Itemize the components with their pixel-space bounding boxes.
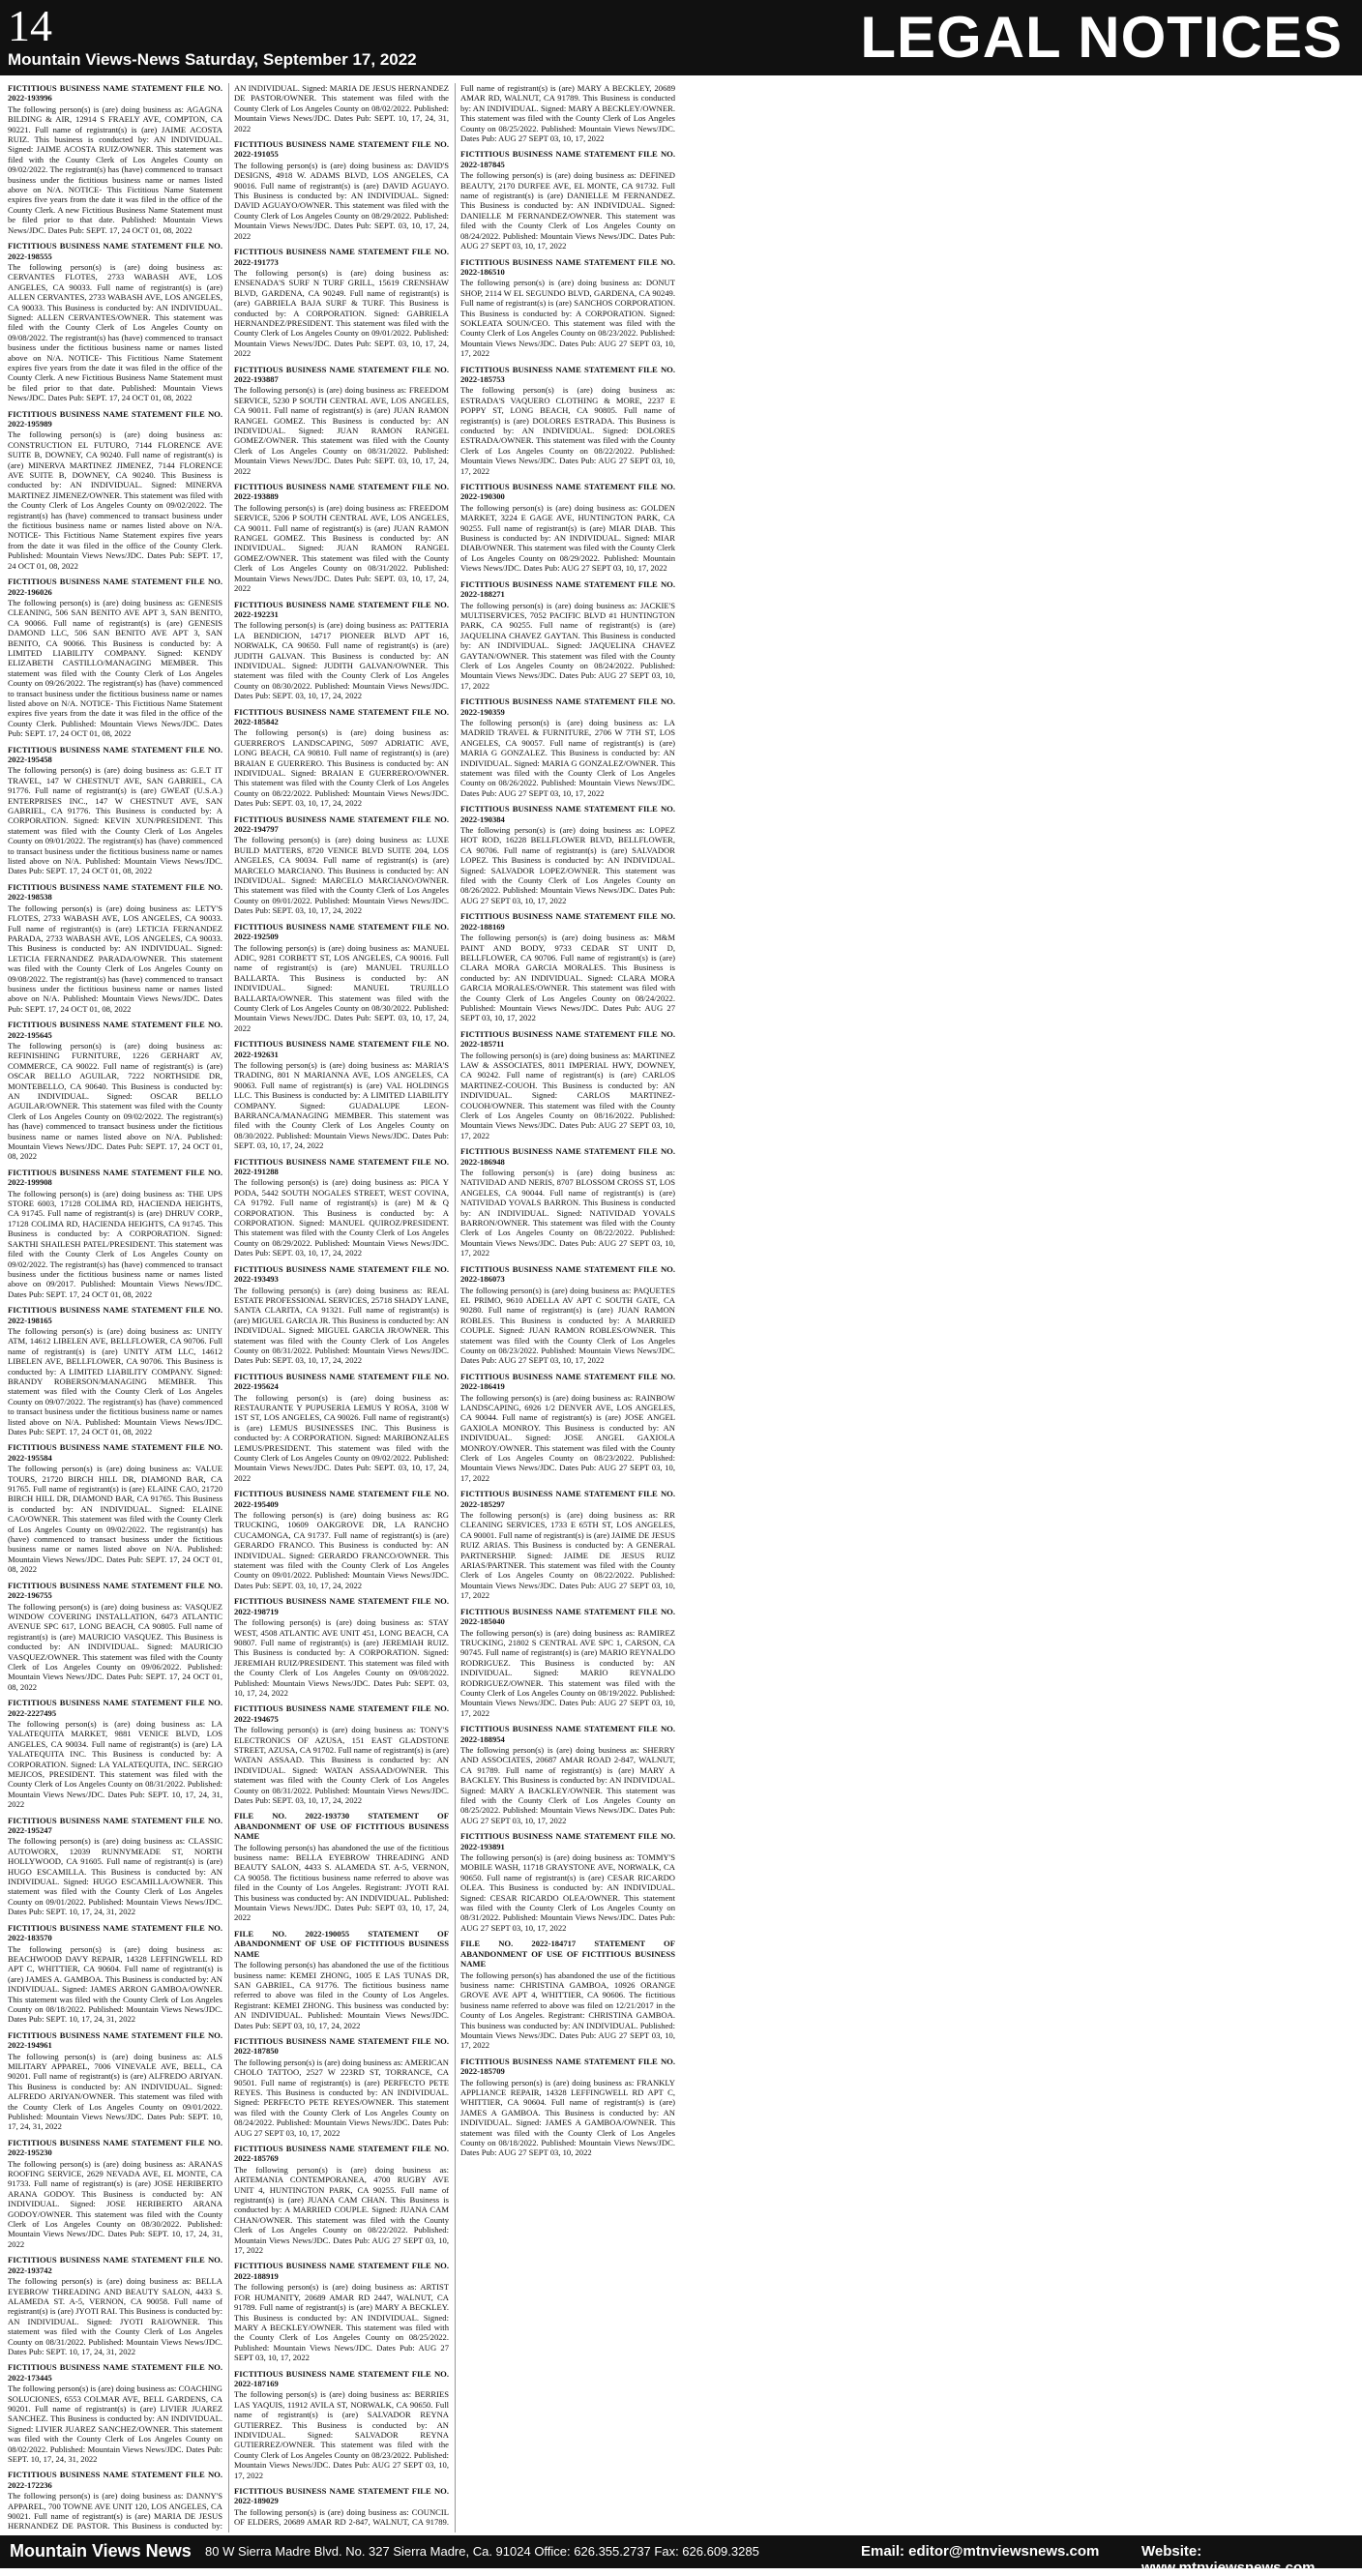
notice-title: FICTITIOUS BUSINESS NAME STATEMENT FILE NO. 2022-198165: [8, 1305, 222, 1325]
notice-title: FICTITIOUS BUSINESS NAME STATEMENT FILE NO. 2022-194797: [234, 814, 449, 835]
notice-body: The following person(s) is (are) doing business as: UNITY ATM, 14612 LIBELEN AVE, BELLFLOWER, CA 90706. Full name of registrant(s) is (are) UNITY ATM LLC, 14612 LIBELEN AVE, BELLFLOWER, CA 90706. This Business is conducted by: A LIMITED LIABILITY COMPANY. Signed: BRANDY ROBERSON/MANAGING MEMBER. This statement was filed with the County Clerk of Los Angeles County on 09/07/2022. The registrant(s) has (have) commenced to transact business under the fictitious business name or names listed above on N/A. Published: Mountain Views News/JDC. Dates Pub: SEPT. 17, 24 OCT 01, 08, 2022: [8, 1325, 222, 1436]
notice-title: FICTITIOUS BUSINESS NAME STATEMENT FILE NO. 2022-183570: [8, 1922, 222, 1943]
notice-title: FICTITIOUS BUSINESS NAME STATEMENT FILE NO. 2022-190384: [460, 804, 675, 824]
notice-body: The following person(s) is (are) doing business as: ARTEMANIA CONTEMPORANEA, 4700 RUGBY AVE UNIT 4, HUNTINGTON PARK, CA 90255. Full name of registrant(s) is (are) JUANA CAM CHAN. This Business is conducted by: A MARRIED COUPLE. Signed: JUANA CAM CHAN/OWNER. This statement was filed with the County Clerk of Los Angeles County on 08/22/2022. Published: Mountain Views News/JDC. Dates Pub: AUG 27 SEPT 03, 10, 17, 2022: [234, 2164, 449, 2256]
legal-notice: [234, 2036, 449, 2138]
notice-body: The following person(s) has abandoned the use of the fictitious business name: CHRISTINA GAMBOA, 10926 ORANGE GROVE AVE APT 4, WHITTIER, CA 90606. The fictitious business name referred to above was filed on 12/21/2017 in the County of Los Angeles. Registrant: CHRISTINA GAMBOA. This business was conducted by: AN INDIVIDUAL. Published: Mountain Views News/JDC. Dates Pub: AUG 27 SEPT 03, 10, 17, 2022: [460, 1969, 675, 2051]
legal-notice: [234, 600, 449, 701]
notice-title: FICTITIOUS BUSINESS NAME STATEMENT FILE NO. 2022-192509: [234, 921, 449, 942]
notice-body: The following person(s) is (are) doing business as: PICA Y PODA, 5442 SOUTH NOGALES STREET, WEST COVINA, CA 91792. Full name of registrant(s) is (are) M & Q CORPORATION. This Business is conducted by: A CORPORATION. Signed: MANUEL QUIROZ/PRESIDENT. This statement was filed with the County Clerk of Los Angeles County on 08/29/2022. Published: Mountain Views News/JDC. Dates Pub: SEPT. 03, 10, 17, 24, 2022: [234, 1177, 449, 1258]
legal-notice: [234, 2261, 449, 2362]
legal-notice: [234, 1489, 449, 1590]
notice-title: FILE NO. 2022-193730 STATEMENT OF ABANDONMENT OF USE OF FICTITIOUS BUSINESS NAME: [234, 1811, 449, 1842]
legal-notice: [234, 247, 449, 358]
notice-title: FICTITIOUS BUSINESS NAME STATEMENT FILE NO. 2022-193493: [234, 1263, 449, 1285]
notice-body: The following person(s) is (are) doing business as: LETY'S FLOTES, 2733 WABASH AVE, LOS ANGELES, CA 90033. Full name of registrant(s) is (are) LETICIA FERNANDEZ PARADA, 2733 WABASH AVE, LOS ANGELES, CA 90033. This Business is conducted by: AN INDIVIDUAL. Signed: LETICIA FERNANDEZ PARADA/OWNER. This statement was filed with the County Clerk of Los Angeles County on 09/08/2022. The registrant(s) has (have) commenced to transact business under the fictitious business name or names listed above on N/A. Published: Mountain Views News/JDC. Dates Pub: SEPT. 17, 24 OCT 01, 08, 2022: [8, 903, 222, 1014]
legal-notice: [234, 707, 449, 809]
legal-notice: [460, 1264, 675, 1366]
notice-body: The following person(s) is (are) doing business as: SHERRY AND ASSOCIATES, 20687 AMAR ROAD 2-847, WALNUT, CA 91789. Full name of registrant(s) is (are) MARY A BACKLEY. This Business is conducted by: AN INDIVIDUAL. Signed: MARY A BACKLEY/OWNER. This statement was filed with the County Clerk of Los Angeles County on 08/25/2022. Published: Mountain Views News/JDC. Dates Pub: AUG 27 SEPT 03, 10, 17, 2022: [460, 1744, 675, 1825]
notice-body: The following person(s) is (are) doing business as: DAVID'S DESIGNS, 4918 W. ADAMS BLVD, LOS ANGELES, CA 90016. Full name of registrant(s) is (are) DAVID AGUAYO. This Business is conducted by: AN INDIVIDUAL. Signed: DAVID AGUAYO/OWNER. This statement was filed with the County Clerk of Los Angeles County on 08/29/2022. Published: Mountain Views News/JDC. Dates Pub: SEPT. 03, 10, 17, 24, 2022: [234, 160, 449, 241]
notice-body: The following person(s) is (are) doing business as: NATIVIDAD AND NERIS, 8707 BLOSSOM CROSS ST, LOS ANGELES, CA 90044. Full name of registrant(s) is (are) NATIVIDAD YOVALS BARRON. This Business is conducted by: AN INDIVIDUAL. Signed: NATIVIDAD YOVALS BARRON/OWNER. This statement was filed with the County Clerk of Los Angeles County on 08/22/2022. Published: Mountain Views News/JDC. Dates Pub: AUG 27 SEPT 03, 10, 17, 2022: [460, 1168, 675, 1258]
legal-notice: [8, 241, 222, 403]
notice-title: FICTITIOUS BUSINESS NAME STATEMENT FILE NO. 2022-172236: [8, 2470, 222, 2490]
legal-notice: [8, 1168, 222, 1299]
notice-title: FICTITIOUS BUSINESS NAME STATEMENT FILE NO. 2022-193889: [234, 482, 449, 502]
legal-notice: [234, 1372, 449, 1483]
notice-title: FICTITIOUS BUSINESS NAME STATEMENT FILE NO. 2022-185769: [234, 2144, 449, 2164]
legal-notice: [234, 1811, 449, 1922]
notice-title: FICTITIOUS BUSINESS NAME STATEMENT FILE NO. 2022-198719: [234, 1596, 449, 1616]
notice-body: The following person(s) is (are) doing business as: ARANAS ROOFING SERVICE, 2629 NEVADA AVE, EL MONTE, CA 91733. Full name of registrant(s) is (are) JOSE HERIBERTO ARANA GODOY. This Business is conducted by: AN INDIVIDUAL. Signed: JOSE HERIBERTO ARANA GODOY/OWNER. This statement was filed with the County Clerk of Los Angeles County on 08/30/2022. Published: Mountain Views News/JDC. Dates Pub: SEPT. 10, 17, 24, 31, 2022: [8, 2158, 222, 2249]
notice-title: FICTITIOUS BUSINESS NAME STATEMENT FILE NO. 2022-198555: [8, 241, 222, 261]
legal-notice: [8, 1581, 222, 1692]
notice-body: The following person(s) is (are) doing business as: DONUT SHOP, 2114 W EL SEGUNDO BLVD, GARDENA, CA 90249. Full name of registrant(s) is (are) SANCHOS CORPORATION. This Business is conducted by: A CORPORATION. Signed: SOKLEATA SOUN/CEO. This statement was filed with the County Clerk of Los Angeles County on 08/23/2022. Published: Mountain Views News/JDC. Dates Pub: AUG 27 SEPT 03, 10, 17, 2022: [460, 278, 675, 359]
notice-body: The following person(s) is (are) doing business as: TONY'S ELECTRONICS OF AZUSA, 151 EAST GLADSTONE STREET, AZUSA, CA 91702. Full name of registrant(s) is (are) WATAN ASSAAD. This Business is conducted by: AN INDIVIDUAL. Signed: WATAN ASSAAD/OWNER. This statement was filed with the County Clerk of Los Angeles County on 08/31/2022. Published: Mountain Views News/JDC. Dates Pub: SEPT. 03, 10, 17, 24, 2022: [234, 1725, 449, 1805]
notice-title: FICTITIOUS BUSINESS NAME STATEMENT FILE NO. 2022-185297: [460, 1489, 675, 1509]
legal-notice: [8, 1698, 222, 1809]
notice-title: FICTITIOUS BUSINESS NAME STATEMENT FILE NO. 2022-195458: [8, 744, 222, 764]
notice-title: FICTITIOUS BUSINESS NAME STATEMENT FILE NO. 2022-194961: [8, 2029, 222, 2051]
notice-body: The following person(s) is (are) doing business as: DANNY'S APPAREL, 700 TOWNE AVE UNIT 120, LOS ANGELES, CA 90021. Full name of registrant(s) is (are) MARIA DE JESUS HERNANDEZ DE PASTOR. This Business is conducted by: AN INDIVIDUAL. Signed: MARIA DE JESUS HERNANDEZ DE PASTOR/OWNER. This statement was filed with the County Clerk of Los Angeles County on 08/02/2022. Published: Mountain Views News/JDC. Dates Pub: SEPT. 10, 17, 24, 31, 2022: [8, 83, 449, 2532]
notice-title: FICTITIOUS BUSINESS NAME STATEMENT FILE NO. 2022-186419: [460, 1371, 675, 1392]
legal-notice: [460, 1724, 675, 1825]
notice-body: The following person(s) is (are) doing business as: LOPEZ HOT ROD, 16228 BELLFLOWER BLVD, BELLFLOWER, CA 90706. Full name of registrant(s) is (are) SALVADOR LOPEZ. This Business is conducted by: AN INDIVIDUAL. Signed: SALVADOR LOPEZ/OWNER. This statement was filed with the County Clerk of Los Angeles County on 08/26/2022. Published: Mountain Views News/JDC. Dates Pub: AUG 27 SEPT 03, 10, 17, 2022: [460, 825, 675, 905]
notice-body: The following person(s) is (are) doing business as: RESTAURANTE Y PUPUSERIA LEMUS Y ROSA, 3108 W 1ST ST, LOS ANGELES, CA 90026. Full name of registrant(s) is (are) LEMUS BUSINESSES INC. This Business is conducted by: A CORPORATION. Signed: MARIBONZALES LEMUS/PRESIDENT. This statement was filed with the County Clerk of Los Angeles County on 09/02/2022. Published: Mountain Views News/JDC. Dates Pub: SEPT. 03, 10, 17, 24, 2022: [234, 1392, 449, 1483]
notice-title: FICTITIOUS BUSINESS NAME STATEMENT FILE NO. 2022-185753: [460, 364, 675, 384]
legal-notice: [8, 2138, 222, 2249]
notice-title: FICTITIOUS BUSINESS NAME STATEMENT FILE NO. 2022-185711: [460, 1028, 675, 1050]
notice-body: The following person(s) is (are) doing business as: COACHING SOLUCIONES, 6553 COLMAR AVE, BELL GARDENS, CA 90201. Full name of registrant(s) is (are) LIVIER JUAREZ SANCHEZ. This Business is conducted by: AN INDIVIDUAL. Signed: LIVIER JUAREZ SANCHEZ/OWNER. This statement was filed with the County Clerk of Los Angeles County on 08/02/2022. Published: Mountain Views News/JDC. Dates Pub: SEPT. 10, 17, 24, 31, 2022: [8, 2384, 222, 2464]
legal-notice: [460, 1146, 675, 1258]
legal-notice: [8, 1305, 222, 1436]
legal-notice: [234, 1596, 449, 1698]
legal-notice: [460, 2057, 675, 2158]
page-footer: [0, 2535, 1362, 2576]
notice-title: FICTITIOUS BUSINESS NAME STATEMENT FILE NO. 2022-196026: [8, 577, 222, 597]
notice-title: FICTITIOUS BUSINESS NAME STATEMENT FILE NO. 2022-193887: [234, 364, 449, 384]
legal-notice: [460, 1607, 675, 1718]
notice-title: FICTITIOUS BUSINESS NAME STATEMENT FILE NO. 2022-191288: [234, 1156, 449, 1177]
notice-title: FICTITIOUS BUSINESS NAME STATEMENT FILE NO. 2022-195989: [8, 408, 222, 429]
notice-title: FICTITIOUS BUSINESS NAME STATEMENT FILE NO. 2022-195624: [234, 1371, 449, 1392]
legal-notice: [234, 2369, 449, 2480]
notice-title: FICTITIOUS BUSINESS NAME STATEMENT FILE NO. 2022-191773: [234, 247, 449, 267]
notice-title: FICTITIOUS BUSINESS NAME STATEMENT FILE NO. 2022-185040: [460, 1606, 675, 1627]
notice-body: The following person(s) is (are) doing business as: PATTERIA LA BENDICION, 14717 PIONEER BLVD APT 16, NORWALK, CA 90650. Full name of registrant(s) is (are) JUDITH GALVAN. This Business is conducted by: AN INDIVIDUAL. Signed: JUDITH GALVAN/OWNER. This statement was filed with the County Clerk of Los Angeles County on 08/30/2022. Published: Mountain Views News/JDC. Dates Pub: SEPT. 03, 10, 17, 24, 2022: [234, 620, 449, 701]
notice-body: The following person(s) is (are) doing business as: ARTIST FOR HUMANITY, 20689 AMAR RD 2447, WALNUT, CA 91789. Full name of registrant(s) is (are) MARY A BECKLEY. This Business is conducted by: AN INDIVIDUAL. Signed: MARY A BECKLEY/OWNER. This statement was filed with the County Clerk of Los Angeles County on 08/25/2022. Published: Mountain Views News/JDC. Dates Pub: AUG 27 SEPT 03, 10, 17, 2022: [234, 2282, 449, 2363]
legal-notice: [460, 365, 675, 476]
notice-title: FICTITIOUS BUSINESS NAME STATEMENT FILE NO. 2022-186948: [460, 1146, 675, 1167]
notice-title: FICTITIOUS BUSINESS NAME STATEMENT FILE NO. 2022-193996: [8, 83, 222, 104]
notice-body: The following person(s) is (are) doing business as: GENESIS CLEANING, 506 SAN BENITO AVE APT 3, SAN BENITO, CA 90066. Full name of registrant(s) is (are) GENESIS DAMOND LLC, 506 SAN BENITO AVE APT 3, SAN BENITO, CA 90066. This Business is conducted by: A LIMITED LIABILITY COMPANY. Signed: KENDY ELIZABETH CASTILLO/MANAGING MEMBER. This statement was filed with the County Clerk of Los Angeles County on 09/26/2022. The registrant(s) has (have) commenced to transact business under the fictitious business name or names listed above on N/A. NOTICE- This Fictitious Name Statement expires five years from the date it was filed in the office of the County Clerk. Published: Mountain Views News/JDC. Dates Pub: SEPT. 17, 24 OCT 01, 08, 2022: [8, 597, 222, 739]
notice-body: The following person(s) is (are) doing business as: JACKIE'S MULTISERVICES, 7052 PACIFIC BLVD #1 HUNTINGTON PARK, CA 90255. Full name of registrant(s) is (are) JAQUELINA CHAVEZ GAYTAN. This Business is conducted by: AN INDIVIDUAL. Signed: JAQUELINA CHAVEZ GAYTAN/OWNER. This statement was filed with the County Clerk of Los Angeles County on 08/24/2022. Published: Mountain Views News/JDC. Dates Pub: AUG 27 SEPT 03, 10, 17, 2022: [460, 600, 675, 691]
notice-body: The following person(s) is (are) doing business as: ESTRADA'S VAQUERO CLOTHING & MORE, 2237 E POPPY ST, LONG BEACH, CA 90805. Full name of registrant(s) is (are) DOLORES ESTRADA. This Business is conducted by: AN INDIVIDUAL. Signed: DOLORES ESTRADA/OWNER. This statement was filed with the County Clerk of Los Angeles County on 08/22/2022. Published: Mountain Views News/JDC. Dates Pub: AUG 27 SEPT 03, 10, 17, 2022: [460, 385, 675, 476]
notice-body: The following person(s) is (are) doing business as: BEACHWOOD DAVY REPAIR, 14328 LEFFINGWELL RD APT C, WHITTIER, CA 90604. Full name of registrant(s) is (are) JAMES A. GAMBOA. This Business is conducted by: AN INDIVIDUAL. Signed: JAMES ARRON GAMBOA/OWNER. This statement was filed with the County Clerk of Los Angeles County on 08/18/2022. Published: Mountain Views News/JDC. Dates Pub: SEPT. 10, 17, 24, 31, 2022: [8, 1943, 222, 2025]
legal-notice: [460, 804, 675, 905]
notice-body: The following person(s) is (are) doing business as: TOMMY'S MOBILE WASH, 11718 GRAYSTONE AVE, NORWALK, CA 90650. Full name of registrant(s) is (are) CESAR RICARDO OLEA. This Business is conducted by: AN INDIVIDUAL. Signed: CESAR RICARDO OLEA/OWNER. This statement was filed with the County Clerk of Los Angeles County on 08/31/2022. Published: Mountain Views News/JDC. Dates Pub: AUG 27 SEPT 03, 10, 17, 2022: [460, 1852, 675, 1933]
legal-notice: [460, 1489, 675, 1600]
notice-body: The following person(s) is (are) doing business as: CLASSIC AUTOWORX, 12039 RUNNYMEADE ST, NORTH HOLLYWOOD, CA 91605. Full name of registrant(s) is (are) HUGO ESCAMILLA. This Business is conducted by: AN INDIVIDUAL. Signed: HUGO ESCAMILLA/OWNER. This statement was filed with the County Clerk of Los Angeles County on 09/01/2022. Published: Mountain Views News/JDC. Dates Pub: SEPT. 10, 17, 24, 31, 2022: [8, 1836, 222, 1917]
notice-body: The following person(s) is (are) doing business as: FREEDOM SERVICE, 5206 P SOUTH CENTRAL AVE, LOS ANGELES, CA 90011. Full name of registrant(s) is (are) JUAN RAMON RANGEL GOMEZ. This Business is conducted by: AN INDIVIDUAL. Signed: JUAN RAMON RANGEL GOMEZ/OWNER. This statement was filed with the County Clerk of Los Angeles County on 08/31/2022. Published: Mountain Views News/JDC. Dates Pub: SEPT. 03, 10, 17, 24, 2022: [234, 502, 449, 594]
notice-title: FICTITIOUS BUSINESS NAME STATEMENT FILE NO. 2022-193891: [460, 1831, 675, 1851]
legal-notice: [234, 1157, 449, 1258]
notice-title: FICTITIOUS BUSINESS NAME STATEMENT FILE NO. 2022-195230: [8, 2137, 222, 2158]
notice-title: FICTITIOUS BUSINESS NAME STATEMENT FILE NO. 2022-199908: [8, 1167, 222, 1188]
legal-notice: [8, 882, 222, 1014]
notice-body: The following person(s) is (are) doing business as: PAQUETES EL PRIMO, 9610 ADELLA AV APT C SOUTH GATE, CA 90280. Full name of registrant(s) is (are) JUAN RAMON ROBLES. This Business is conducted by: A MARRIED COUPLE. Signed: JUAN RAMON ROBLES/OWNER. This statement was filed with the County Clerk of Los Angeles County on 08/23/2022. Published: Mountain Views News/JDC. Dates Pub: AUG 27 SEPT 03, 10, 17, 2022: [460, 1285, 675, 1366]
notice-body: The following person(s) has abandoned the use of the fictitious business name: KEMEI ZHONG, 1005 E LAS TUNAS DR, SAN GABRIEL, CA 91776. The fictitious business name referred to above was filed in the County of Los Angeles. Registrant: KEMEI ZHONG. This business was conducted by: AN INDIVIDUAL. Published: Mountain Views News/JDC. Dates Pub: SEPT 03, 10, 17, 24, 2022: [234, 1960, 449, 2030]
legal-notice: [8, 1020, 222, 1162]
notice-body: The following person(s) is (are) doing business as: LA MADRID TRAVEL & FURNITURE, 2706 W 7TH ST, LOS ANGELES, CA 90057. Full name of registrant(s) is (are) MARIA G GONZALEZ. This Business is conducted by: AN INDIVIDUAL. Signed: MARIA G GONZALEZ/OWNER. This statement was filed with the County Clerk of Los Angeles County on 08/26/2022. Published: Mountain Views News/JDC. Dates Pub: AUG 27 SEPT 03, 10, 17, 2022: [460, 717, 675, 798]
legal-notice: [460, 482, 675, 574]
legal-notice: [460, 911, 675, 1022]
legal-notice: [8, 1923, 222, 2025]
notice-title: FICTITIOUS BUSINESS NAME STATEMENT FILE NO. 2022-2227495: [8, 1698, 222, 1718]
legal-notice: [8, 1816, 222, 1917]
legal-notice: [234, 139, 449, 241]
legal-notice: [234, 1039, 449, 1150]
legal-notice: [8, 2255, 222, 2356]
notice-body: The following person(s) is (are) doing business as: AGAGNA BILDING & AIR, 12914 S FRAELY AVE, COMPTON, CA 90221. Full name of registrant(s) is (are) JAIME ACOSTA RUIZ. This business is conducted by: AN INDIVIDUAL. Signed: JAIME ACOSTA RUIZ/OWNER. This statement was filed with the County Clerk of Los Angeles County on 09/02/2022. The registrant(s) has (have) commenced to transact business under the fictitious business name or names listed above on N/A. NOTICE- This Fictitious Name Statement expires five years from the date it was filed in the office of the County Clerk. A new Fictitious Business Name Statement must be filed prior to that date. Published: Mountain Views News/JDC. Dates Pub: SEPT. 17, 24 OCT 01, 08, 2022: [8, 104, 222, 235]
notice-body: The following person(s) is (are) doing business as: STAY WEST, 4508 ATLANTIC AVE UNIT 451, LONG BEACH, CA 90807. Full name of registrant(s) is (are) JEREMIAH RUIZ. This Business is conducted by: A CORPORATION. Signed: JEREMIAH RUIZ/PRESIDENT. This statement was filed with the County Clerk of Los Angeles County on 09/08/2022. Published: Mountain Views News/JDC. Dates Pub: SEPT. 03, 10, 17, 24, 2022: [234, 1617, 449, 1698]
notice-body: The following person(s) is (are) doing business as: G.E.T IT TRAVEL, 147 W CHESTNUT AVE, SAN GABRIEL, CA 91776. Full name of registrant(s) is (are) GWEAT (U.S.A.) ENTERPRISES INC., 147 W CHESTNUT AVE, SAN GABRIEL, CA 91776. This Business is conducted by: A CORPORATION. Signed: KEVIN XUN/PRESIDENT. This statement was filed with the County Clerk of Los Angeles County on 09/01/2022. The registrant(s) has (have) commenced to transact business under the fictitious business name or names listed above on N/A. Published: Mountain Views News/JDC. Dates Pub: SEPT. 17, 24 OCT 01, 08, 2022: [8, 765, 222, 876]
legal-notice: [8, 2362, 222, 2464]
notice-body: The following person(s) is (are) doing business as: M&M PAINT AND BODY, 9733 CEDAR ST UNIT D, BELLFLOWER, CA 90706. Full name of registrant(s) is (are) CLARA MORA GARCIA MORALES. This Business is conducted by: AN INDIVIDUAL. Signed: CLARA MORA GARCIA MORALES/OWNER. This statement was filed with the County Clerk of Los Angeles County on 08/24/2022. Published: Mountain Views News/JDC. Dates Pub: AUG 27 SEPT 03, 10, 17, 2022: [460, 933, 675, 1023]
legal-notice: [8, 577, 222, 739]
notice-title: FICTITIOUS BUSINESS NAME STATEMENT FILE NO. 2022-195247: [8, 1815, 222, 1836]
legal-notice: [460, 696, 675, 798]
masthead-date-line: Mountain Views-News Saturday, September 17, 2022: [8, 50, 417, 69]
legal-notice: [8, 2030, 222, 2132]
notice-body: The following person(s) is (are) doing business as: VASQUEZ WINDOW COVERING INSTALLATION, 6473 ATLANTIC AVENUE SPC 617, LONG BEACH, CA 90805. Full name of registrant(s) is (are) MAURICIO VASQUEZ. This Business is conducted by: AN INDIVIDUAL. Signed: MAURICIO VASQUEZ/OWNER. This statement was filed with the County Clerk of Los Angeles County on 09/06/2022. Published: Mountain Views News/JDC. Dates Pub: SEPT. 17, 24 OCT 01, 08, 2022: [8, 1601, 222, 1692]
notice-body: The following person(s) is (are) doing business as: LUXE BUILD MATTERS, 8720 VENICE BLVD SUITE 204, LOS ANGELES, CA 90034. Full name of registrant(s) is (are) MARCELO MARCIANO. This Business is conducted by: AN INDIVIDUAL. Signed: MARCELO MARCIANO/OWNER. This statement was filed with the County Clerk of Los Angeles County on 09/01/2022. Published: Mountain Views News/JDC. Dates Pub: SEPT. 03, 10, 17, 24, 2022: [234, 835, 449, 916]
legal-notice: [460, 579, 675, 691]
notice-title: FICTITIOUS BUSINESS NAME STATEMENT FILE NO. 2022-187169: [234, 2368, 449, 2388]
notice-title: FICTITIOUS BUSINESS NAME STATEMENT FILE NO. 2022-188271: [460, 578, 675, 600]
notice-title: FICTITIOUS BUSINESS NAME STATEMENT FILE NO. 2022-190359: [460, 696, 675, 717]
notice-title: FICTITIOUS BUSINESS NAME STATEMENT FILE NO. 2022-186073: [460, 1263, 675, 1285]
notice-title: FICTITIOUS BUSINESS NAME STATEMENT FILE NO. 2022-195409: [234, 1489, 449, 1509]
notice-title: FICTITIOUS BUSINESS NAME STATEMENT FILE NO. 2022-185709: [460, 2056, 675, 2077]
notice-title: FICTITIOUS BUSINESS NAME STATEMENT FILE NO. 2022-185842: [234, 706, 449, 726]
notice-body: The following person(s) is (are) doing business as: COUNCIL OF ELDERS, 20689 AMAR RD 2-847, WALNUT, CA 91789. Full name of registrant(s) is (are) MARY A BECKLEY, 20689 AMAR RD, WALNUT, CA 91789. This Business is conducted by: AN INDIVIDUAL. Signed: MARY A BECKLEY/OWNER. This statement was filed with the County Clerk of Los Angeles County on 08/25/2022. Published: Mountain Views News/JDC. Dates Pub: AUG 27 SEPT 03, 10, 17, 2022: [234, 83, 675, 2528]
section-title: LEGAL NOTICES: [860, 5, 1343, 70]
legal-notice: [234, 814, 449, 916]
legal-notice: [234, 2144, 449, 2255]
page-number: 14: [8, 1, 52, 50]
notice-body: The following person(s) is (are) doing business as: RAINBOW LANDSCAPING, 6926 1/2 DENVER AVE, LOS ANGELES, CA 90044. Full name of registrant(s) is (are) JOSE ANGEL GAXIOLA MONROY. This Business is conducted by: AN INDIVIDUAL. Signed: JOSE ANGEL GAXIOLA MONROY/OWNER. This statement was filed with the County Clerk of Los Angeles County on 08/23/2022. Published: Mountain Views News/JDC. Dates Pub: AUG 27 SEPT 03, 10, 17, 2022: [460, 1392, 675, 1483]
notice-body: The following person(s) is (are) doing business as: ENSENADA'S SURF N TURF GRILL, 15619 CRENSHAW BLVD, GARDENA, CA 90249. Full name of registrant(s) is (are) GABRIELA BAJA SURF & TURF. This Business is conducted by: A CORPORATION. Signed: GABRIELA HERNANDEZ/PRESIDENT. This statement was filed with the County Clerk of Los Angeles County on 09/01/2022. Published: Mountain Views News/JDC. Dates Pub: SEPT. 03, 10, 17, 24, 2022: [234, 267, 449, 359]
notice-body: The following person(s) is (are) doing business as: MARIA'S TRADING, 801 N MARIANNA AVE, LOS ANGELES, CA 90063. Full name of registrant(s) is (are) VAL HOLDINGS LLC. This Business is conducted by: A LIMITED LIABILITY COMPANY. Signed: GUADALUPE LEON-BARRANCA/MANAGING MEMBER. This statement was filed with the County Clerk of Los Angeles County on 08/30/2022. Published: Mountain Views News/JDC. Dates Pub: SEPT. 03, 10, 17, 24, 2022: [234, 1059, 449, 1151]
legal-notice-columns: [8, 83, 1354, 2532]
notice-body: The following person(s) is (are) doing business as: GOLDEN MARKET, 3224 E GAGE AVE, HUNTINGTON PARK, CA 90255. Full name of registrant(s) is (are) MIAR DIAB. This Business is conducted by: AN INDIVIDUAL. Signed: MIAR DIAB/OWNER. This statement was filed with the County Clerk of Los Angeles County on 08/29/2022. Published: Mountain Views News/JDC. Dates Pub: AUG 27 SEPT 03, 10, 17, 2022: [460, 502, 675, 574]
notice-body: The following person(s) is (are) doing business as: REAL ESTATE PROFESSIONAL SERVICES, 25718 SHADY LANE, SANTA CLARITA, CA 91321. Full name of registrant(s) is (are) MIGUEL GARCIA JR. This Business is conducted by: AN INDIVIDUAL. Signed: MIGUEL GARCIA JR/OWNER. This statement was filed with the County Clerk of Los Angeles County on 08/31/2022. Published: Mountain Views News/JDC. Dates Pub: SEPT. 03, 10, 17, 24, 2022: [234, 1285, 449, 1366]
notice-body: The following person(s) is (are) doing business as: REFINISHING FURNITURE, 1226 GERHART AV, COMMERCE, CA 90022. Full name of registrant(s) is (are) OSCAR BELLO AGUILAR, 7222 NORTHSIDE DR, MONTEBELLO, CA 90640. This Business is conducted by: AN INDIVIDUAL. Signed: OSCAR BELLO AGUILAR/OWNER. This statement was filed with the County Clerk of Los Angeles County on 09/02/2022. The registrant(s) has (have) commenced to transact business under the fictitious business name or names listed above on N/A. Published: Mountain Views News/JDC. Dates Pub: SEPT. 17, 24 OCT 01, 08, 2022: [8, 1040, 222, 1162]
notice-body: The following person(s) is (are) doing business as: AMERICAN CHOLO TATTOO, 2527 W 223RD ST, TORRANCE, CA 90501. Full name of registrant(s) is (are) PERFECTO PETE REYES. This Business is conducted by: AN INDIVIDUAL. Signed: PERFECTO PETE REYES/OWNER. This statement was filed with the County Clerk of Los Angeles County on 08/24/2022. Published: Mountain Views News/JDC. Dates Pub: AUG 27 SEPT 03, 10, 17, 2022: [234, 2057, 449, 2138]
notice-title: FICTITIOUS BUSINESS NAME STATEMENT FILE NO. 2022-196755: [8, 1580, 222, 1601]
footer-email: Email: editor@mtnviewsnews.com: [861, 2543, 1100, 2560]
notice-body: The following person(s) is (are) doing business as: RAMIREZ TRUCKING, 21802 S CENTRAL AVE SPC 1, CARSON, CA 90745. Full name of registrant(s) is (are) MARIO REYNALDO RODRIGUEZ. This Business is conducted by: AN INDIVIDUAL. Signed: MARIO REYNALDO RODRIGUEZ/OWNER. This statement was filed with the County Clerk of Los Angeles County on 08/19/2022. Published: Mountain Views News/JDC. Dates Pub: AUG 27 SEPT 03, 10, 17, 2022: [460, 1627, 675, 1718]
notice-title: FICTITIOUS BUSINESS NAME STATEMENT FILE NO. 2022-188169: [460, 911, 675, 932]
notice-body: The following person(s) is (are) doing business as: FRANKLY APPLIANCE REPAIR, 14328 LEFFINGWELL RD APT C, WHITTIER, CA 90604. Full name of registrant(s) is (are) JAMES A GAMBOA. This Business is conducted by: AN INDIVIDUAL. Signed: JAMES A GAMBOA/OWNER. This statement was filed with the County Clerk of Los Angeles County on 08/18/2022. Published: Mountain Views News/JDC. Dates Pub: AUG 27 SEPT 03, 10, 2022: [460, 2077, 675, 2158]
notice-title: FICTITIOUS BUSINESS NAME STATEMENT FILE NO. 2022-188919: [234, 2261, 449, 2281]
notice-title: FICTITIOUS BUSINESS NAME STATEMENT FILE NO. 2022-187845: [460, 149, 675, 169]
notice-title: FICTITIOUS BUSINESS NAME STATEMENT FILE NO. 2022-192631: [234, 1039, 449, 1059]
notice-title: FICTITIOUS BUSINESS NAME STATEMENT FILE NO. 2022-192231: [234, 599, 449, 619]
notice-title: FICTITIOUS BUSINESS NAME STATEMENT FILE NO. 2022-198538: [8, 881, 222, 903]
notice-body: The following person(s) is (are) doing business as: CONSTRUCTION EL FUTURO, 7144 FLORENCE AVE SUITE B, DOWNEY, CA 90240. Full name of registrant(s) is (are) MINERVA MARTINEZ JIMENEZ, 7144 FLORENCE AVE SUITE B, DOWNEY, CA 90240. This Business is conducted by: AN INDIVIDUAL. Signed: MINERVA MARTINEZ JIMENEZ/OWNER. This statement was filed with the County Clerk of Los Angeles County on 09/02/2022. The registrant(s) has (have) commenced to transact business under the fictitious business name or names listed above on N/A. NOTICE- This Fictitious Name Statement expires five years from the date it was filed in the office of the County Clerk. Published: Mountain Views News/JDC. Dates Pub: SEPT. 17, 24 OCT 01, 08, 2022: [8, 429, 222, 571]
notice-body: The following person(s) is (are) doing business as: FREEDOM SERVICE, 5230 P SOUTH CENTRAL AVE, LOS ANGELES, CA 90011. Full name of registrant(s) is (are) JUAN RAMON RANGEL GOMEZ. This Business is conducted by: AN INDIVIDUAL. Signed: JUAN RAMON RANGEL GOMEZ/OWNER. This statement was filed with the County Clerk of Los Angeles County on 08/31/2022. Published: Mountain Views News/JDC. Dates Pub: SEPT. 03, 10, 17, 24, 2022: [234, 385, 449, 476]
notice-body: The following person(s) is (are) doing business as: ALS MILITARY APPAREL, 7006 VINEVALE AVE, BELL, CA 90201. Full name of registrant(s) is (are) ALFREDO ARIYAN. This Business is conducted by: AN INDIVIDUAL. Signed: ALFREDO ARIYAN/OWNER. This statement was filed with the County Clerk of Los Angeles County on 09/01/2022. Published: Mountain Views News/JDC. Dates Pub: SEPT. 10, 17, 24, 31, 2022: [8, 2051, 222, 2132]
notice-title: FILE NO. 2022-184717 STATEMENT OF ABANDONMENT OF USE OF FICTITIOUS BUSINESS NAME: [460, 1939, 675, 1969]
legal-notice: [460, 149, 675, 251]
notice-body: The following person(s) is (are) doing business as: MARTINEZ LAW & ASSOCIATES, 8011 IMPERIAL HWY, DOWNEY, CA 90242. Full name of registrant(s) is (are) CARLOS MARTINEZ-COUOH. This Business is conducted by: AN INDIVIDUAL. Signed: CARLOS MARTINEZ-COUOH/OWNER. This statement was filed with the County Clerk of Los Angeles County on 08/16/2022. Published: Mountain Views News/JDC. Dates Pub: AUG 27 SEPT 03, 10, 17, 2022: [460, 1050, 675, 1140]
legal-notice: [8, 745, 222, 876]
notice-body: The following person(s) is (are) doing business as: GUERRERO'S LANDSCAPING, 5097 ADRIATIC AVE, LONG BEACH, CA 90810. Full name of registrant(s) is (are) BRAIAN E GUERRERO. This Business is conducted by: AN INDIVIDUAL. Signed: BRAIAN E GUERRERO/OWNER. This statement was filed with the County Clerk of Los Angeles County on 08/22/2022. Published: Mountain Views News/JDC. Dates Pub: SEPT. 03, 10, 17, 24, 2022: [234, 727, 449, 809]
notice-body: The following person(s) is (are) doing business as: MANUEL ADIC, 9281 CORBETT ST, LOS ANGELES, CA 90016. Full name of registrant(s) is (are) MANUEL TRUJILLO BALLARTA. This Business is conducted by: AN INDIVIDUAL. Signed: MANUEL TRUJILLO BALLARTA/OWNER. This statement was filed with the County Clerk of Los Angeles County on 08/30/2022. Published: Mountain Views News/JDC. Dates Pub: SEPT. 03, 10, 17, 24, 2022: [234, 942, 449, 1033]
notice-body: The following person(s) has abandoned the use of the fictitious business name: BELLA EYEBROW THREADING AND BEAUTY SALON, 4433 S. ALAMEDA ST. A-5, VERNON, CA 90058. The fictitious business name referred to above was filed in the County of Los Angeles. Registrant: JYOTI RAI. This business was conducted by: AN INDIVIDUAL. Published: Mountain Views News/JDC. Dates Pub: SEPT 03, 10, 17, 24, 2022: [234, 1842, 449, 1923]
legal-notice: [234, 1703, 449, 1805]
notice-title: FICTITIOUS BUSINESS NAME STATEMENT FILE NO. 2022-187850: [234, 2035, 449, 2057]
notice-body: The following person(s) is (are) doing business as: BERRIES LAS YAQUIS, 11912 AVILA ST, NORWALK, CA 90650. Full name of registrant(s) is (are) SALVADOR REYNA GUTIERREZ. This Business is conducted by: AN INDIVIDUAL. Signed: SALVADOR REYNA GUTIERREZ/OWNER. This statement was filed with the County Clerk of Los Angeles County on 08/23/2022. Published: Mountain Views News/JDC. Dates Pub: AUG 27 SEPT 03, 10, 17, 2022: [234, 2389, 449, 2480]
legal-notice: [234, 365, 449, 476]
notice-title: FICTITIOUS BUSINESS NAME STATEMENT FILE NO. 2022-190300: [460, 482, 675, 502]
notice-body: The following person(s) is (are) doing business as: DEFINED BEAUTY, 2170 DURFEE AVE, EL MONTE, CA 91732. Full name of registrant(s) is (are) DANIELLE M FERNANDEZ. This Business is conducted by: AN INDIVIDUAL. Signed: DANIELLE M FERNANDEZ/OWNER. This statement was filed with the County Clerk of Los Angeles County on 08/24/2022. Published: Mountain Views News/JDC. Dates Pub: AUG 27 SEPT 03, 10, 17, 2022: [460, 170, 675, 252]
legal-notice: [460, 1372, 675, 1483]
legal-notice: [234, 482, 449, 593]
footer-address: 80 W Sierra Madre Blvd. No. 327 Sierra Madre, Ca. 91024 Office: 626.355.2737 Fax: 626.609.3285: [205, 2544, 759, 2559]
notice-body: The following person(s) is (are) doing business as: BELLA EYEBROW THREADING AND BEAUTY SALON, 4433 S. ALAMEDA ST. A-5, VERNON, CA 90058. Full name of registrant(s) is (are) JYOTI RAI. This Business is conducted by: AN INDIVIDUAL. Signed: JYOTI RAI/OWNER. This statement was filed with the County Clerk of Los Angeles County on 08/31/2022. Published: Mountain Views News/JDC. Dates Pub: SEPT. 10, 17, 24, 31, 2022: [8, 2276, 222, 2356]
legal-notice: [234, 1929, 449, 2030]
legal-notice: [460, 1939, 675, 2050]
notice-body: The following person(s) is (are) doing business as: THE UPS STORE 6003, 17128 COLIMA RD, HACIENDA HEIGHTS, CA 91745. Full name of registrant(s) is (are) DHRUV CORP., 17128 COLIMA RD, HACIENDA HEIGHTS, CA 91745. This Business is conducted by: A CORPORATION. Signed: SAKTHI SHAILESH PATEL/PRESIDENT. This statement was filed with the County Clerk of Los Angeles County on 09/02/2022. The registrant(s) has (have) commenced to transact business under the fictitious business name or names listed above on 09/2017. Published: Mountain Views News/JDC. Dates Pub: SEPT. 17, 24 OCT 01, 08, 2022: [8, 1188, 222, 1299]
notice-title: FICTITIOUS BUSINESS NAME STATEMENT FILE NO. 2022-193742: [8, 2255, 222, 2275]
notice-body: The following person(s) is (are) doing business as: LA YALATEQUITA MARKET, 9881 VENICE BLVD, LOS ANGELES, CA 90034. Full name of registrant(s) is (are) LA YALATEQUITA INC. This Business is conducted by: A CORPORATION. Signed: LA YALATEQUITA, INC. SERGIO MEJICOS, PRESIDENT. This statement was filed with the County Clerk of Los Angeles County on 08/31/2022. Published: Mountain Views News/JDC. Dates Pub: SEPT. 10, 17, 24, 31, 2022: [8, 1718, 222, 1810]
legal-notice: [460, 257, 675, 359]
page-header: [0, 0, 1362, 75]
footer-website: Website: www.mtnviewsnews.com: [1141, 2543, 1316, 2576]
legal-notice: [234, 922, 449, 1033]
legal-notice: [8, 1442, 222, 1574]
notice-title: FICTITIOUS BUSINESS NAME STATEMENT FILE NO. 2022-173445: [8, 2362, 222, 2383]
notice-body: The following person(s) is (are) doing business as: RG TRUCKING, 10609 OAKGROVE DR, LA RANCHO CUCAMONGA, CA 91737. Full name of registrant(s) is (are) GERARDO FRANCO. This Business is conducted by: AN INDIVIDUAL. Signed: GERARDO FRANCO/OWNER. This statement was filed with the County Clerk of Los Angeles County on 09/01/2022. Published: Mountain Views News/JDC. Dates Pub: SEPT. 03, 10, 17, 24, 2022: [234, 1510, 449, 1590]
legal-notice: [234, 1264, 449, 1366]
notice-title: FICTITIOUS BUSINESS NAME STATEMENT FILE NO. 2022-195584: [8, 1442, 222, 1463]
footer-publication: Mountain Views News: [10, 2541, 192, 2561]
notice-body: The following person(s) is (are) doing business as: VALUE TOURS, 21720 BIRCH HILL DR, DIAMOND BAR, CA 91765. Full name of registrant(s) is (are) ELAINE CAO, 21720 BIRCH HILL DR, DIAMOND BAR, CA 91765. This Business is conducted by: AN INDIVIDUAL. Signed: ELAINE CAO/OWNER. This statement was filed with the County Clerk of Los Angeles County on 09/02/2022. The registrant(s) has (have) commenced to transact business under the fictitious business name or names listed above on N/A. Published: Mountain Views News/JDC. Dates Pub: SEPT. 17, 24 OCT 01, 08, 2022: [8, 1464, 222, 1575]
notice-title: FICTITIOUS BUSINESS NAME STATEMENT FILE NO. 2022-189029: [234, 2486, 449, 2506]
notice-title: FICTITIOUS BUSINESS NAME STATEMENT FILE NO. 2022-194675: [234, 1703, 449, 1724]
notice-title: FICTITIOUS BUSINESS NAME STATEMENT FILE NO. 2022-191055: [234, 139, 449, 160]
legal-notice: [460, 1029, 675, 1140]
notice-title: FILE NO. 2022-190055 STATEMENT OF ABANDONMENT OF USE OF FICTITIOUS BUSINESS NAME: [234, 1928, 449, 1959]
notice-body: The following person(s) is (are) doing business as: CERVANTES FLOTES, 2733 WABASH AVE, LOS ANGELES, CA 90033. Full name of registrant(s) is (are) ALLEN CERVANTES, 2733 WABASH AVE, LOS ANGELES, CA 90033. This Business is conducted by: AN INDIVIDUAL. Signed: ALLEN CERVANTES/OWNER. This statement was filed with the County Clerk of Los Angeles County on 09/08/2022. The registrant(s) has (have) commenced to transact business under the fictitious business name or names listed above on N/A. NOTICE- This Fictitious Name Statement expires five years from the date it was filed in the office of the County Clerk. A new Fictitious Business Name Statement must be filed prior to that date. Published: Mountain Views News/JDC. Dates Pub: SEPT. 17, 24 OCT 01, 08, 2022: [8, 261, 222, 403]
notice-title: FICTITIOUS BUSINESS NAME STATEMENT FILE NO. 2022-195645: [8, 1020, 222, 1040]
legal-notice: [8, 83, 222, 235]
notice-body: The following person(s) is (are) doing business as: RR CLEANING SERVICES, 1733 E 65TH ST, LOS ANGELES, CA 90001. Full name of registrant(s) is (are) JAIME DE JESUS RUIZ ARIAS. This Business is conducted by: A GENERAL PARTNERSHIP. Signed: JAIME DE JESUS RUIZ ARIAS/PARTNER. This statement was filed with the County Clerk of Los Angeles County on 08/22/2022. Published: Mountain Views News/JDC. Dates Pub: AUG 27 SEPT 03, 10, 17, 2022: [460, 1510, 675, 1601]
notice-title: FICTITIOUS BUSINESS NAME STATEMENT FILE NO. 2022-188954: [460, 1724, 675, 1744]
legal-notice: [460, 1831, 675, 1933]
notice-title: FICTITIOUS BUSINESS NAME STATEMENT FILE NO. 2022-186510: [460, 256, 675, 277]
legal-notice: [8, 409, 222, 572]
